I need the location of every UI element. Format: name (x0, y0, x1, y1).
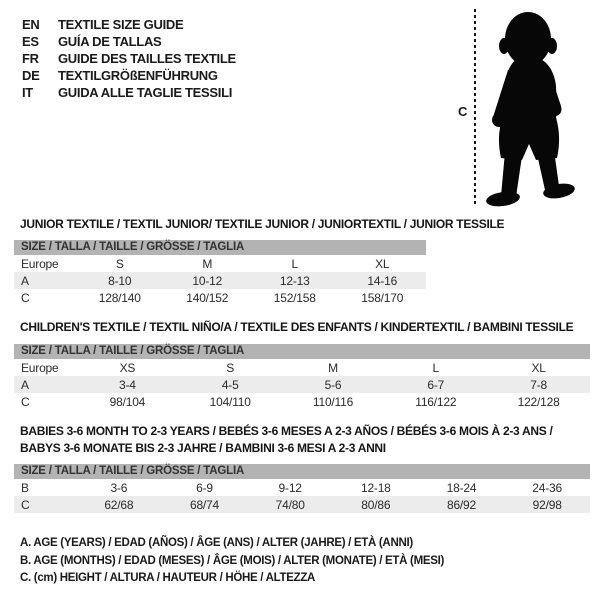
cell: 68/74 (189, 497, 219, 512)
table-row (14, 496, 590, 513)
cell: 92/98 (532, 497, 562, 512)
table-row (14, 479, 590, 496)
list-item (22, 50, 236, 67)
height-measure-dashed-line (474, 9, 476, 206)
list-item (22, 67, 236, 84)
cell: 14-16 (367, 273, 398, 288)
cell: 8-10 (108, 273, 132, 288)
cell: 86/92 (446, 497, 476, 512)
cell: 62/68 (104, 497, 134, 512)
cell: 152/158 (273, 290, 316, 305)
cell: L (432, 360, 440, 375)
cell: 116/122 (415, 394, 457, 409)
cell: XS (119, 360, 136, 375)
language-heading-list (22, 16, 236, 101)
cell: 9-12 (278, 480, 302, 495)
size-header-bar: SIZE / TALLA / TAILLE / GRÖSSE / TAGLIA (14, 240, 426, 255)
cell: 12-13 (279, 273, 310, 288)
list-item (22, 33, 236, 50)
cell: XL (531, 360, 546, 375)
children-size-table (14, 344, 590, 410)
language-label: GUÍA DE TALLAS (58, 34, 162, 49)
junior-size-table (14, 240, 426, 306)
cell: 128/140 (98, 290, 141, 305)
cell: 158/170 (361, 290, 404, 305)
cell: 104/110 (209, 394, 251, 409)
size-header-bar: SIZE / TALLA / TAILLE / GRÖSSE / TAGLIA (14, 464, 590, 479)
cell: S (115, 256, 124, 271)
row-label: Europe (21, 256, 59, 271)
cell: 18-24 (446, 480, 477, 495)
table-row (14, 272, 426, 289)
babies-size-table (14, 464, 590, 513)
row-label: A (21, 273, 29, 288)
footnote-legend (20, 535, 444, 588)
cell: 140/152 (186, 290, 229, 305)
table-row (14, 289, 426, 306)
row-label: C (21, 290, 30, 305)
table-row (14, 376, 590, 393)
cell: 5-6 (324, 377, 342, 392)
babies-title-line-1: BABIES 3-6 MONTH TO 2-3 YEARS / BEBÉS 3-6 MESES A 2-3 AÑOS / BÉBÉS 3-6 MOIS À 2-3 ANS / (20, 424, 553, 438)
language-label: TEXTILE SIZE GUIDE (58, 17, 184, 32)
language-label: GUIDE DES TAILLES TEXTILE (58, 51, 236, 66)
cell: S (226, 360, 235, 375)
cell: 110/116 (312, 394, 354, 409)
babies-table-title (20, 423, 595, 457)
row-label: C (21, 497, 30, 512)
children-table-title: CHILDREN'S TEXTILE / TEXTIL NIÑO/A / TEXTILE DES ENFANTS / KINDERTEXTIL / BAMBINI TESSILE (20, 320, 574, 334)
row-label: C (21, 394, 30, 409)
cell: 4-5 (221, 377, 239, 392)
language-label: GUIDA ALLE TAGLIE TESSILI (58, 85, 233, 100)
footnote-b: B. AGE (MONTHS) / EDAD (MESES) / ÂGE (MOIS) / ALTER (MONATE) / ETÀ (MESI) (20, 554, 445, 567)
cell: 6-9 (196, 480, 213, 495)
language-code: ES (22, 34, 39, 49)
footnote-a: A. AGE (YEARS) / EDAD (AÑOS) / ÂGE (ANS) / ALTER (JAHRE) / ETÀ (ANNI) (20, 537, 413, 549)
row-label: A (21, 377, 29, 392)
cell: 74/80 (275, 497, 305, 512)
size-header-bar: SIZE / TALLA / TAILLE / GRÖSSE / TAGLIA (14, 344, 590, 359)
junior-table-title: JUNIOR TEXTILE / TEXTIL JUNIOR/ TEXTILE JUNIOR / JUNIORTEXTIL / JUNIOR TESSILE (20, 217, 505, 231)
language-code: EN (22, 17, 40, 32)
language-code: DE (22, 68, 40, 83)
table-row (14, 359, 590, 376)
cell: M (202, 256, 213, 271)
language-label: TEXTILGRÖßENFÜHRUNG (58, 68, 218, 83)
cell: M (328, 360, 338, 375)
language-code: IT (22, 85, 33, 100)
language-code: FR (22, 51, 39, 66)
list-item (22, 16, 236, 33)
cell: 12-18 (360, 480, 391, 495)
row-label: Europe (21, 360, 59, 375)
cell: L (291, 256, 298, 271)
table-row (14, 393, 590, 410)
table-row (14, 255, 426, 272)
cell: XL (375, 256, 390, 271)
cell: 98/104 (109, 394, 146, 409)
footnote-c: C. (cm) HEIGHT / ALTURA / HAUTEUR / HÖHE / ALTEZZA (20, 572, 316, 584)
cell: 3-4 (119, 377, 136, 392)
cell: 122/128 (517, 394, 560, 409)
cell: 10-12 (192, 273, 223, 288)
babies-title-line-2: BABYS 3-6 MONATE BIS 2-3 JAHRE / BAMBINI 3-6 MESI A 2-3 ANNI (20, 441, 386, 455)
cell: 6-7 (427, 377, 445, 392)
row-label: B (21, 480, 29, 495)
list-item (22, 84, 236, 101)
cell: 24-36 (532, 480, 562, 495)
height-measure-label: C (458, 104, 468, 119)
cell: 3-6 (110, 480, 128, 495)
cell: 7-8 (530, 377, 547, 392)
toddler-silhouette (481, 8, 579, 210)
cell: 80/86 (361, 497, 391, 512)
